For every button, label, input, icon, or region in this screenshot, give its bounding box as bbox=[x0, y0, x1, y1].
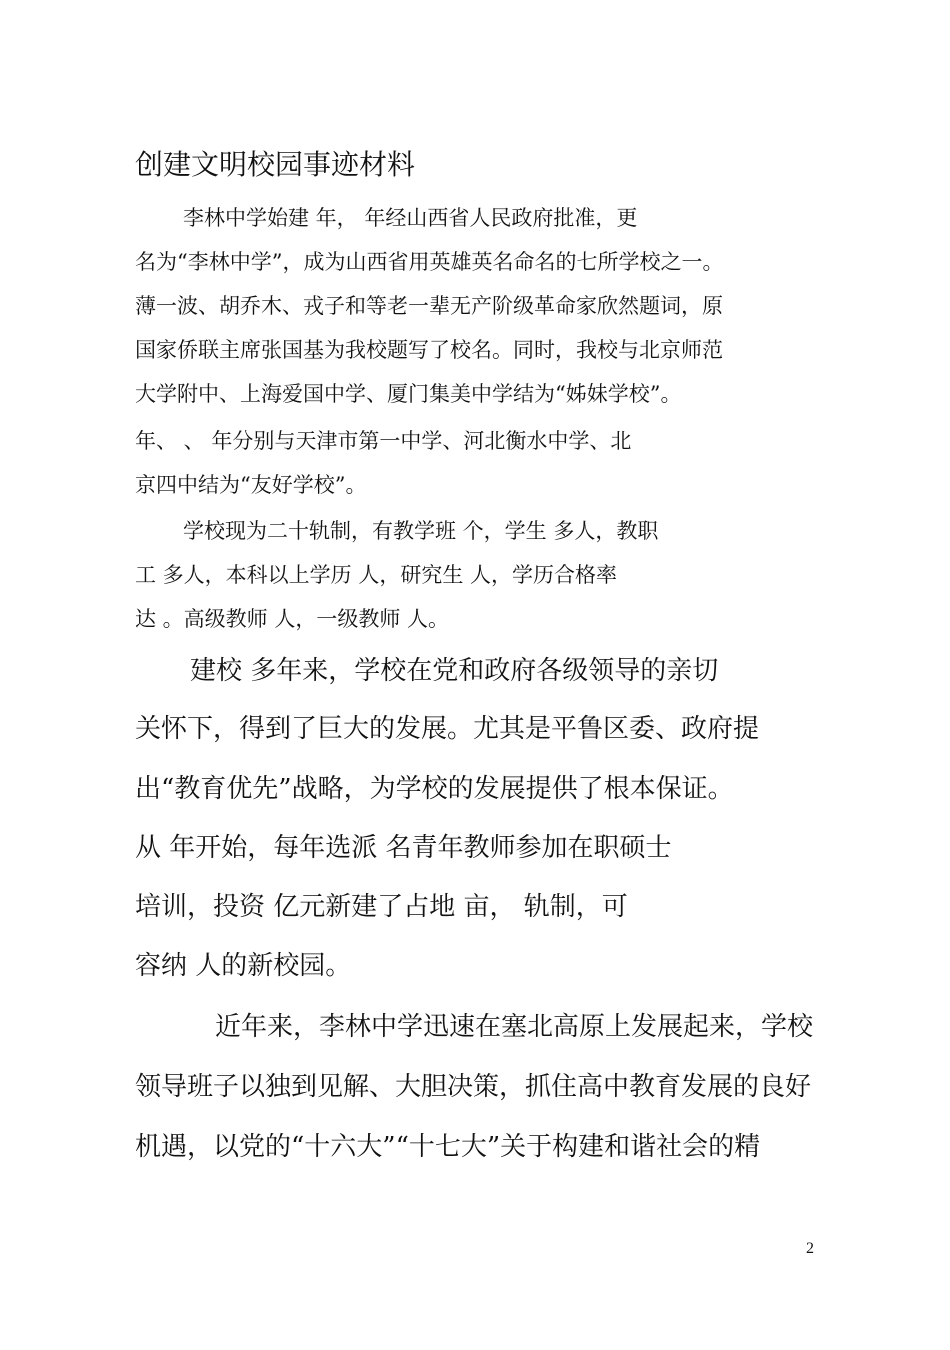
paragraph-line: 国家侨联主席张国基为我校题写了校名。同时，我校与北京师范 bbox=[135, 338, 723, 362]
paragraph-line: 出“教育优先”战略，为学校的发展提供了根本保证。 bbox=[135, 774, 734, 804]
paragraph-line: 培训，投资 亿元新建了占地 亩， 轨制，可 bbox=[135, 892, 628, 922]
paragraph-line: 京四中结为“友好学校”。 bbox=[135, 473, 367, 497]
paragraph-line: 李林中学始建 年， 年经山西省人民政府批准，更 bbox=[183, 206, 638, 230]
paragraph-line: 容纳 人的新校园。 bbox=[135, 951, 352, 981]
paragraph-line: 近年来，李林中学迅速在塞北高原上发展起来，学校 bbox=[215, 1012, 814, 1042]
paragraph-line: 大学附中、上海爱国中学、厦门集美中学结为“姊妹学校”。 bbox=[135, 382, 682, 406]
paragraph-line: 关怀下，得到了巨大的发展。尤其是平鲁区委、政府提 bbox=[135, 714, 760, 744]
paragraph-line: 工 多人，本科以上学历 人，研究生 人，学历合格率 bbox=[135, 563, 618, 587]
paragraph-line: 机遇，以党的“十六大”“十七大”关于构建和谐社会的精 bbox=[135, 1132, 761, 1162]
paragraph-line: 建校 多年来，学校在党和政府各级领导的亲切 bbox=[190, 656, 719, 686]
page-number: 2 bbox=[806, 1240, 814, 1257]
paragraph-line: 领导班子以独到见解、大胆决策，抓住高中教育发展的良好 bbox=[135, 1072, 812, 1102]
paragraph-line: 从 年开始，每年选派 名青年教师参加在职硕士 bbox=[135, 833, 672, 863]
paragraph-line: 名为“李林中学”，成为山西省用英雄英名命名的七所学校之一。 bbox=[135, 250, 724, 274]
paragraph-line: 学校现为二十轨制，有教学班 个，学生 多人，教职 bbox=[183, 519, 659, 543]
document-title: 创建文明校园事迹材料 bbox=[135, 148, 416, 181]
paragraph-line: 达 。高级教师 人，一级教师 人。 bbox=[135, 607, 450, 631]
paragraph-line: 年、 、 年分别与天津市第一中学、河北衡水中学、北 bbox=[135, 429, 632, 453]
paragraph-line: 薄一波、胡乔木、戎子和等老一辈无产阶级革命家欣然题词，原 bbox=[135, 294, 723, 318]
